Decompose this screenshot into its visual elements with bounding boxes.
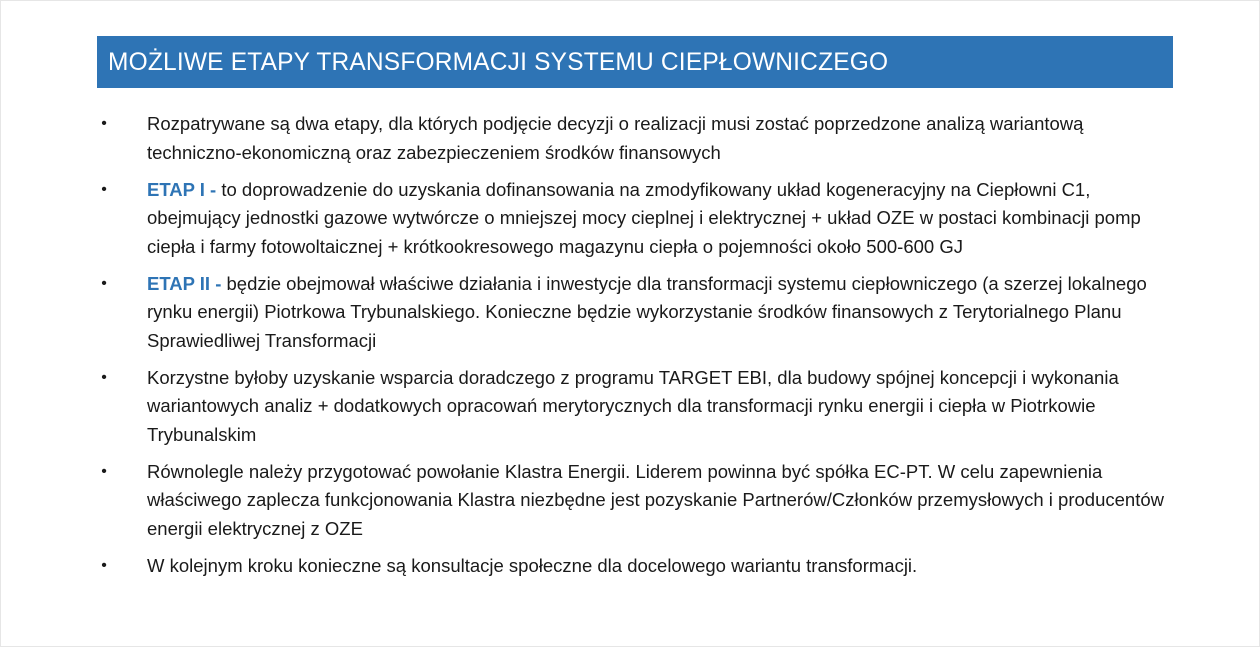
bullet-text — [147, 458, 1177, 544]
bullet-icon: • — [101, 556, 107, 574]
stage-label: ETAP II - — [147, 272, 227, 294]
stage-label: ETAP I - — [147, 178, 222, 200]
bullet-body: to doprowadzenie do uzyskania dofinansowania na zmodyfikowany układ kogeneracyjny na Ciepłowni C1, obejmujący jednostki gazowe wytwórcze o mniejszej mocy cieplnej i elektrycznej + układ OZE w postaci kombinacji pomp ciepła i farmy fotowoltaicznej + krótkookresowego magazynu ciepła o pojemności około 500-600 GJ — [147, 178, 1141, 257]
slide-title: MOŻLIWE ETAPY TRANSFORMACJI SYSTEMU CIEPŁOWNICZEGO — [108, 47, 889, 76]
bullet-body: Równolegle należy przygotować powołanie Klastra Energii. Liderem powinna być spółka EC-PT. W celu zapewnienia właściwego zaplecza funkcjonowania Klastra niezbędne jest pozyskanie Partnerów/Członków przemysłowych i producentów energii elektrycznej z OZE — [147, 460, 1164, 539]
bullet-body: Rozpatrywane są dwa etapy, dla których podjęcie decyzji o realizacji musi zostać poprzedzone analizą wariantową techniczno-ekonomiczną oraz zabezpieczeniem środków finansowych — [147, 113, 1084, 163]
bullet-text — [147, 110, 1177, 167]
bullet-text — [147, 176, 1177, 262]
bullet-text — [147, 364, 1177, 450]
bullet-body: Korzystne byłoby uzyskanie wsparcia doradczego z programu TARGET EBI, dla budowy spójnej koncepcji i wykonania wariantowych analiz + dodatkowych opracowań merytorycznych dla transformacji rynku energii i ciepła w Piotrkowie Trybunalskim — [147, 366, 1119, 445]
bullet-icon: • — [101, 462, 107, 480]
title-bar — [97, 36, 1173, 88]
bullet-text — [147, 552, 1177, 581]
bullet-item-6 — [97, 552, 1177, 581]
bullet-icon: • — [101, 368, 107, 386]
bullet-body: W kolejnym kroku konieczne są konsultacje społeczne dla docelowego wariantu transformacji. — [147, 554, 918, 576]
bullet-icon: • — [101, 115, 107, 132]
bullet-text — [147, 270, 1177, 356]
bullet-item-2 — [97, 176, 1177, 262]
bullet-icon: • — [101, 274, 107, 292]
bullet-list — [97, 110, 1177, 589]
bullet-item-1 — [97, 110, 1177, 167]
bullet-body: będzie obejmował właściwe działania i inwestycje dla transformacji systemu ciepłowniczego (a szerzej lokalnego rynku energii) Piotrkowa Trybunalskiego. Konieczne będzie wykorzystanie środków finansowych z Terytorialnego Planu Sprawiedliwej Transformacji — [147, 272, 1147, 351]
bullet-item-3 — [97, 270, 1177, 356]
bullet-item-4 — [97, 364, 1177, 450]
bullet-icon: • — [101, 180, 107, 198]
bullet-item-5 — [97, 458, 1177, 544]
